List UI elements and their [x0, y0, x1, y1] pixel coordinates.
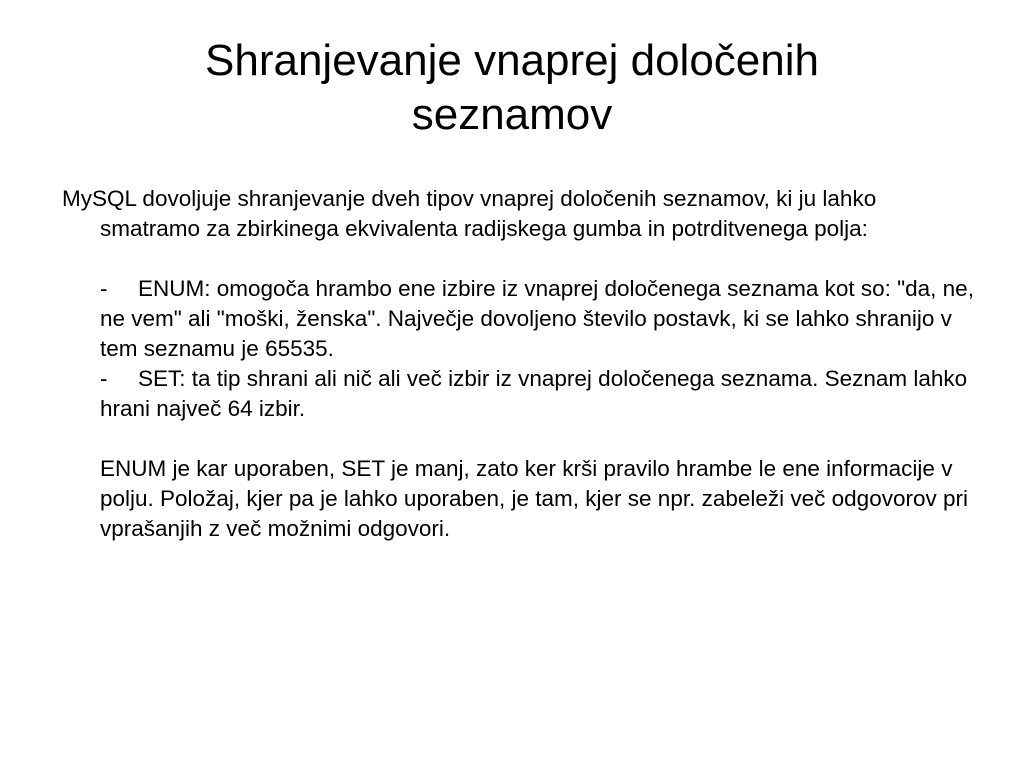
spacer: [62, 244, 982, 274]
list-item-set: [62, 364, 982, 424]
list-item-enum-text: ENUM: omogoča hrambo ene izbire iz vnaprej določenega seznama kot so: "da, ne, ne vem" ali "moški, ženska". Največje dovoljeno število postavk, ki se lahko shranijo v tem seznamu je 65535.: [100, 276, 974, 361]
slide-body: [62, 184, 982, 544]
conclusion-paragraph: ENUM je kar uporaben, SET je manj, zato ker krši pravilo hrambe le ene informacije v polju. Položaj, kjer pa je lahko uporaben, je tam, kjer se npr. zabeleži več odgovorov pri vprašanjih z več možnimi odgovori.: [100, 456, 968, 541]
list-item-set-text: SET: ta tip shrani ali nič ali več izbir iz vnaprej določenega seznama. Seznam lahko hrani največ 64 izbir.: [100, 366, 968, 421]
slide-title: Shranjevanje vnaprej določenih seznamov: [205, 36, 819, 139]
list-item-enum: [62, 274, 982, 364]
dash-bullet: -: [100, 366, 108, 391]
spacer: [62, 424, 982, 454]
intro-paragraph: MySQL dovoljuje shranjevanje dveh tipov vnaprej določenih seznamov, ki ju lahko smatramo za zbirkinega ekvivalenta radijskega gumba in potrditvenega polja:: [62, 186, 877, 241]
dash-bullet: -: [100, 276, 108, 301]
